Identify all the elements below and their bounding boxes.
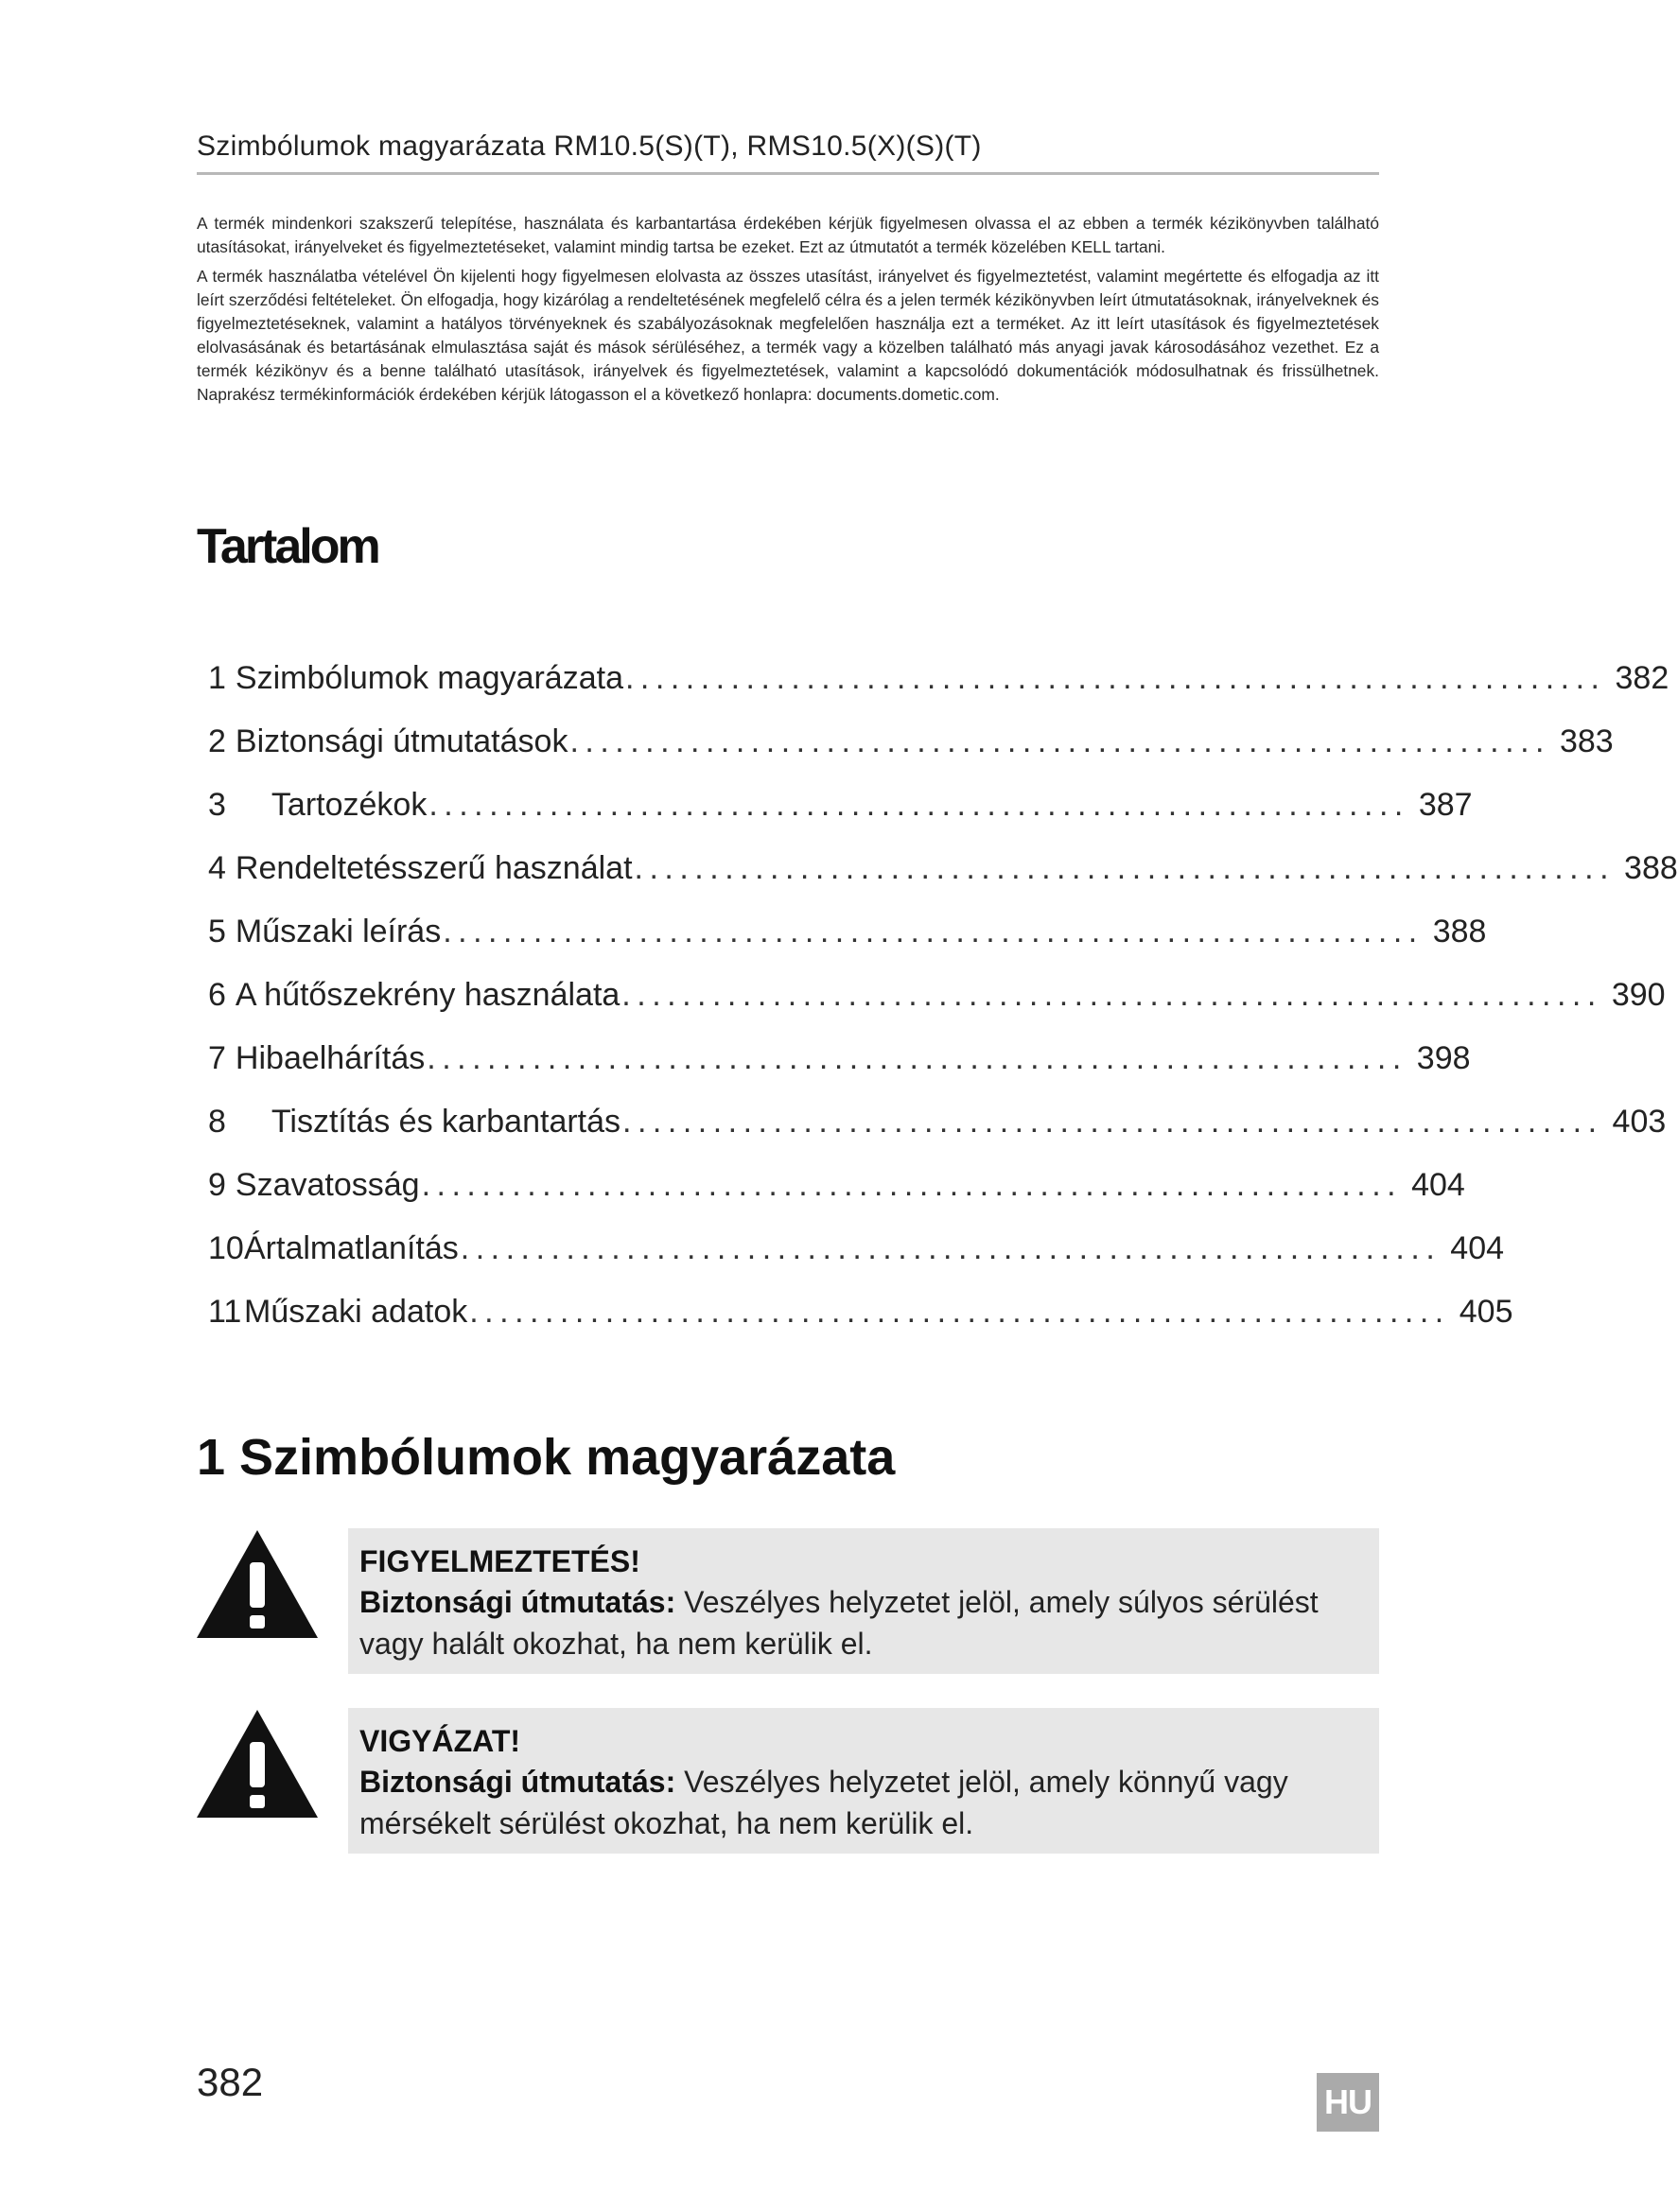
toc-dot-leader: ................................................................. xyxy=(622,1104,1603,1140)
page-header-title: Szimbólumok magyarázata RM10.5(S)(T), RMS10.5(X)(S)(T) xyxy=(197,131,982,162)
notice-body xyxy=(359,1581,1364,1664)
toc-entry[interactable] xyxy=(208,977,1666,1024)
toc-entry-number: 10 xyxy=(208,1230,244,1266)
toc-entry[interactable] xyxy=(208,723,1614,771)
toc-entry-number: 5 xyxy=(208,914,226,949)
notice-text: Veszélyes helyzetet jelöl, amely súlyos sérülést vagy halált okozhat, ha nem kerülik el. xyxy=(359,1585,1319,1661)
toc-entry-page: 383 xyxy=(1559,723,1614,759)
page-number: 382 xyxy=(197,2060,264,2104)
toc-entry-number: 2 xyxy=(208,723,226,759)
warning-notice xyxy=(348,1528,1379,1674)
toc-entry-title: Hibaelhárítás xyxy=(235,1040,426,1076)
toc-dot-leader: ................................................................. xyxy=(621,977,1602,1013)
toc-entry-number: 3 xyxy=(208,787,226,823)
toc-entry-title: Műszaki adatok xyxy=(244,1294,468,1330)
toc-entry-page: 398 xyxy=(1416,1040,1471,1076)
toc-entry[interactable] xyxy=(208,1104,1667,1151)
toc-entry-number: 1 xyxy=(208,660,226,696)
toc-entry[interactable] xyxy=(208,787,1473,834)
header-divider xyxy=(197,172,1379,175)
toc-heading: Tartalom xyxy=(197,519,378,574)
toc-entry-page: 390 xyxy=(1611,977,1666,1013)
toc-entry-number: 4 xyxy=(208,850,226,886)
toc-entry-title: Rendeltetésszerű használat xyxy=(235,850,633,886)
toc-entry[interactable] xyxy=(208,660,1669,707)
toc-entry[interactable] xyxy=(208,1294,1513,1341)
toc-dot-leader: ................................................................. xyxy=(421,1167,1403,1203)
language-badge: HU xyxy=(1317,2073,1379,2132)
toc-entry-page: 388 xyxy=(1624,850,1678,886)
toc-dot-leader: ................................................................. xyxy=(460,1230,1442,1266)
toc-dot-leader: ................................................................. xyxy=(624,660,1606,696)
caution-notice xyxy=(348,1708,1379,1854)
warning-triangle-icon xyxy=(195,1528,320,1640)
notice-body xyxy=(359,1761,1364,1844)
toc-entry-title: Biztonsági útmutatások xyxy=(235,723,568,759)
notice-label: Biztonsági útmutatás: xyxy=(359,1585,676,1619)
section-heading: 1 Szimbólumok magyarázata xyxy=(197,1429,896,1486)
toc-entry-page: 403 xyxy=(1612,1104,1667,1140)
toc-entry-number: 9 xyxy=(208,1167,226,1203)
toc-entry-number: 8 xyxy=(208,1104,226,1140)
notice-label: Biztonsági útmutatás: xyxy=(359,1765,676,1799)
toc-entry-page: 388 xyxy=(1432,914,1487,949)
toc-entry[interactable] xyxy=(208,850,1678,897)
toc-entry-title: A hűtőszekrény használata xyxy=(235,977,621,1013)
toc-dot-leader: ................................................................. xyxy=(634,850,1616,886)
toc-entry-number: 11 xyxy=(208,1294,242,1330)
toc-entry-title: Tisztítás és karbantartás xyxy=(271,1104,621,1140)
toc-dot-leader: ................................................................. xyxy=(427,1040,1407,1076)
notice-title: FIGYELMEZTETÉS! xyxy=(359,1544,640,1578)
toc-entry-page: 404 xyxy=(1411,1167,1465,1203)
warning-triangle-icon xyxy=(195,1708,320,1820)
toc-entry-title: Műszaki leírás xyxy=(235,914,442,949)
intro-paragraph: A termék mindenkori szakszerű telepítése, használata és karbantartása érdekében kérjük figyelmesen olvassa el az ebben a termék kézikönyvben található utasításokat, irányelveket és figyelmeztetéseket, valamint mindig tartsa be ezeket. Ezt az útmutatót a termék közelében KELL tartani. xyxy=(197,214,1379,256)
toc-entry-title: Ártalmatlanítás xyxy=(244,1230,459,1266)
toc-entry[interactable] xyxy=(208,1040,1471,1088)
toc-dot-leader: ................................................................. xyxy=(469,1294,1450,1330)
intro-text xyxy=(197,212,1379,412)
notice-text: Veszélyes helyzetet jelöl, amely könnyű vagy mérsékelt sérülést okozhat, ha nem kerülik el. xyxy=(359,1765,1288,1840)
toc-entry[interactable] xyxy=(208,914,1487,961)
toc-entry-page: 405 xyxy=(1459,1294,1513,1330)
toc-entry-title: Szimbólumok magyarázata xyxy=(235,660,623,696)
toc-entry-page: 404 xyxy=(1450,1230,1505,1266)
toc-entry-number: 7 xyxy=(208,1040,226,1076)
toc-entry[interactable] xyxy=(208,1230,1505,1278)
toc-entry-title: Szavatosság xyxy=(235,1167,420,1203)
toc-dot-leader: ................................................................. xyxy=(428,787,1409,823)
intro-paragraph: A termék használatba vételével Ön kijelenti hogy figyelmesen elolvasta az összes utasítást, irányelvet és figyelmeztetést, valamint megértette és elfogadja az itt leírt szerződési feltételeket. Ön elfogadja, hogy kizárólag a rendeltetésének megfelelő célra és a jelen termék kézikönyvben leírt útmutatásoknak, irányelveknek és figyelmeztetéseknek, valamint a hatályos törvényeknek és szabályozásoknak megfelelően használja ezt a terméket. Az itt leírt utasítások és figyelmeztetések elolvasásának és betartásának elmulasztása saját és mások sérüléséhez, a termék vagy a közelben található más anyagi javak károsodásához vezethet. Ez a termék kézikönyv és a benne található utasítások, irányelvek és figyelmeztetések, valamint a kapcsolódó dokumentációk módosulhatnak és frissülhetnek. Naprakész termékinformációk érdekében kérjük látogasson el a következő honlapra: documents.dometic.com. xyxy=(197,267,1379,404)
toc-entry-number: 6 xyxy=(208,977,226,1013)
toc-dot-leader: ................................................................. xyxy=(569,723,1550,759)
toc-entry[interactable] xyxy=(208,1167,1465,1214)
toc-entry-title: Tartozékok xyxy=(271,787,428,823)
notice-title: VIGYÁZAT! xyxy=(359,1724,521,1758)
toc-entry-page: 382 xyxy=(1615,660,1669,696)
toc-entry-page: 387 xyxy=(1418,787,1473,823)
toc-dot-leader: ................................................................. xyxy=(443,914,1424,949)
